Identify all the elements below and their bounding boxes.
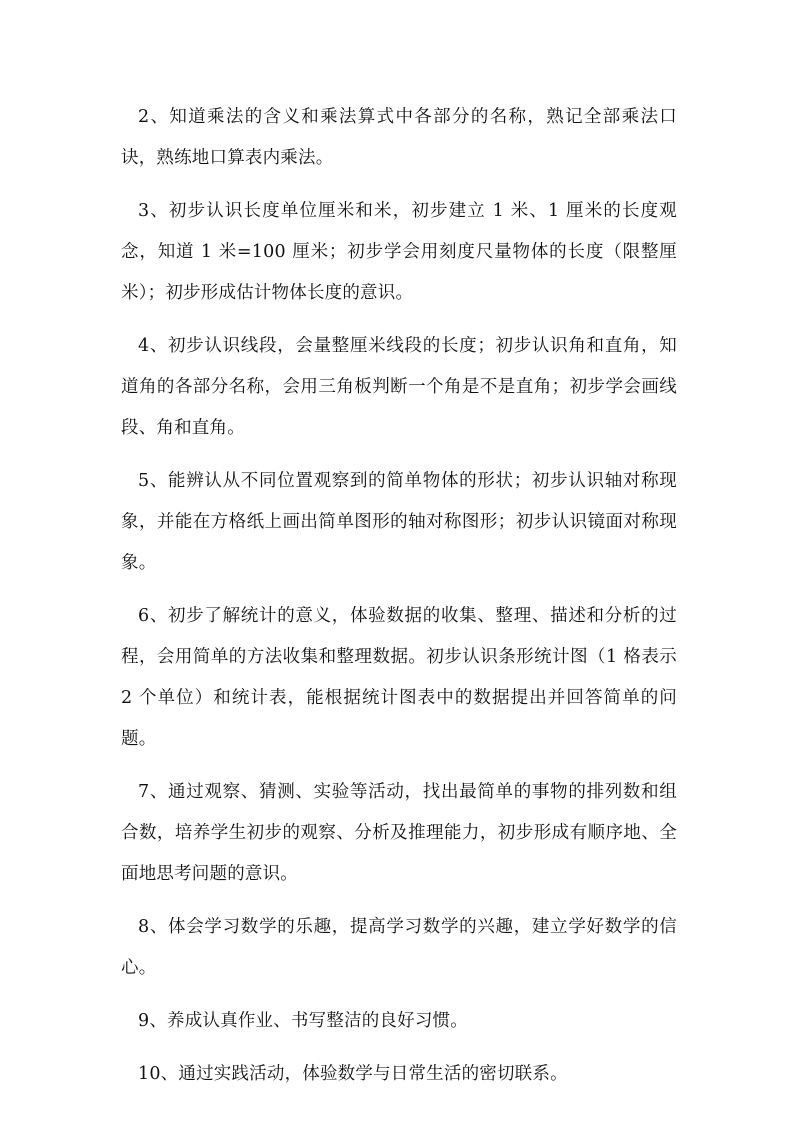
paragraph-item-8: 8、体会学习数学的乐趣，提高学习数学的兴趣，建立学好数学的信心。 [121,917,677,978]
paragraph-item-10: 10、通过实践活动，体验数学与日常生活的密切联系。 [138,1064,568,1084]
paragraph-item-4: 4、初步认识线段，会量整厘米线段的长度；初步认识角和直角，知道角的各部分名称，会用三角板判断一个角是不是直角；初步学会画线段、角和直角。 [121,336,677,438]
document-body [121,97,677,1107]
paragraph-item-7: 7、通过观察、猜测、实验等活动，找出最简单的事物的排列数和组合数，培养学生初步的观察、分析及推理能力，初步形成有顺序地、全面地思考问题的意识。 [121,782,677,884]
paragraph-item-2: 2、知道乘法的含义和乘法算式中各部分的名称，熟记全部乘法口诀，熟练地口算表内乘法。 [121,107,677,168]
paragraph-item-9: 9、养成认真作业、书写整洁的良好习惯。 [138,1011,468,1031]
paragraph-item-6: 6、初步了解统计的意义，体验数据的收集、整理、描述和分析的过程，会用简单的方法收集和整理数据。初步认识条形统计图（1 格表示 2 个单位）和统计表，能根据统计图表中的数据提出并回答简单的问题。 [121,606,677,749]
paragraph-item-5: 5、能辨认从不同位置观察到的简单物体的形状；初步认识轴对称现象，并能在方格纸上画出简单图形的轴对称图形；初步认识镜面对称现象。 [121,471,677,573]
paragraph-item-3: 3、初步认识长度单位厘米和米，初步建立 1 米、1 厘米的长度观念，知道 1 米=100 厘米；初步学会用刻度尺量物体的长度（限整厘米）；初步形成估计物体长度的意识。 [121,201,677,303]
